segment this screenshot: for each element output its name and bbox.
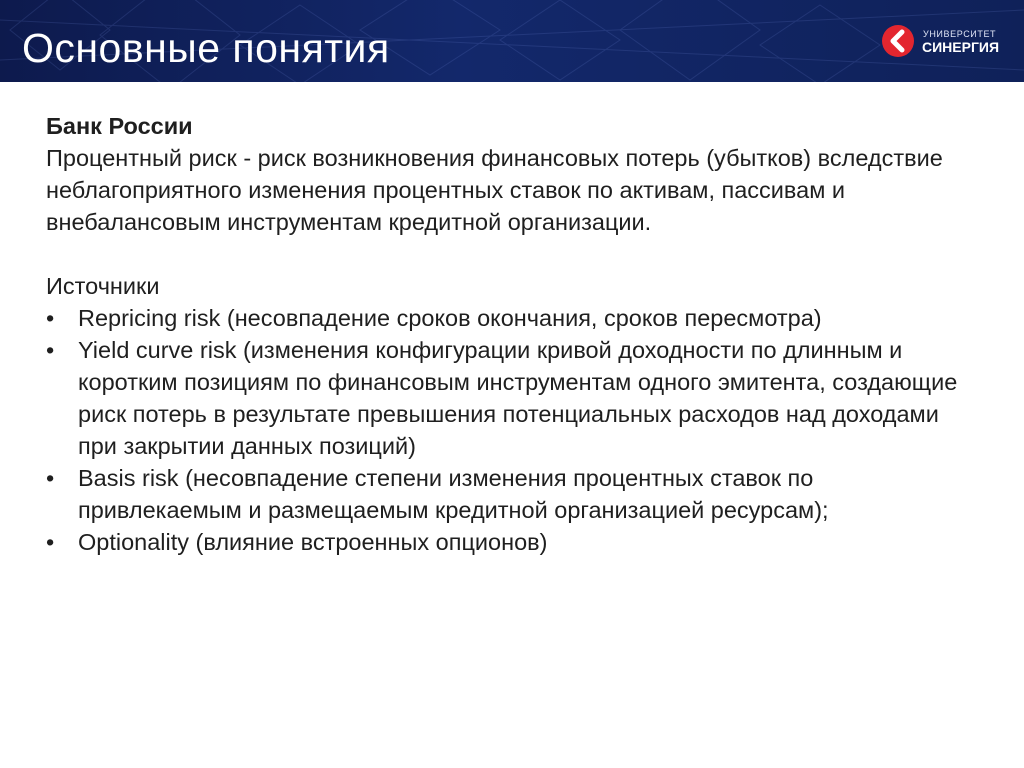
bullet-icon: • [46,465,55,491]
section-heading: Банк России [46,113,193,139]
list-item-text: Optionality (влияние встроенных опционов) [78,529,548,555]
logo-line-1: УНИВЕРСИТЕТ [923,29,997,39]
sources-label: Источники [46,273,160,299]
synergy-logo-icon [880,23,916,59]
slide-body [46,110,976,558]
list-item-text: Yield curve risk (изменения конфигурации кривой доходности по длинным и коротким позициям по финансовым инструментам одного эмитента, создающие риск потерь в результате превышения потенциальных расходов над доходами при закрытии данных позиций) [78,337,958,459]
spacer [46,238,976,270]
bullet-icon: • [46,337,55,363]
slide-title: Основные понятия [22,25,390,71]
list-item [46,302,976,334]
logo-line-2: СИНЕРГИЯ [922,39,1000,55]
list-item [46,526,976,558]
slide-header [0,0,1024,82]
definition-paragraph: Процентный риск - риск возникновения финансовых потерь (убытков) вследствие неблагоприятного изменения процентных ставок по активам, пассивам и внебалансовым инструментам кредитной организации. [46,145,943,235]
list-item-text: Repricing risk (несовпадение сроков окончания, сроков пересмотра) [78,305,822,331]
sources-list [46,302,976,558]
list-item [46,462,976,526]
bullet-icon: • [46,529,55,555]
list-item [46,334,976,462]
bullet-icon: • [46,305,55,331]
university-logo [880,23,1010,61]
list-item-text: Basis risk (несовпадение степени изменения процентных ставок по привлекаемым и размещаемым кредитной организацией ресурсам); [78,465,829,523]
